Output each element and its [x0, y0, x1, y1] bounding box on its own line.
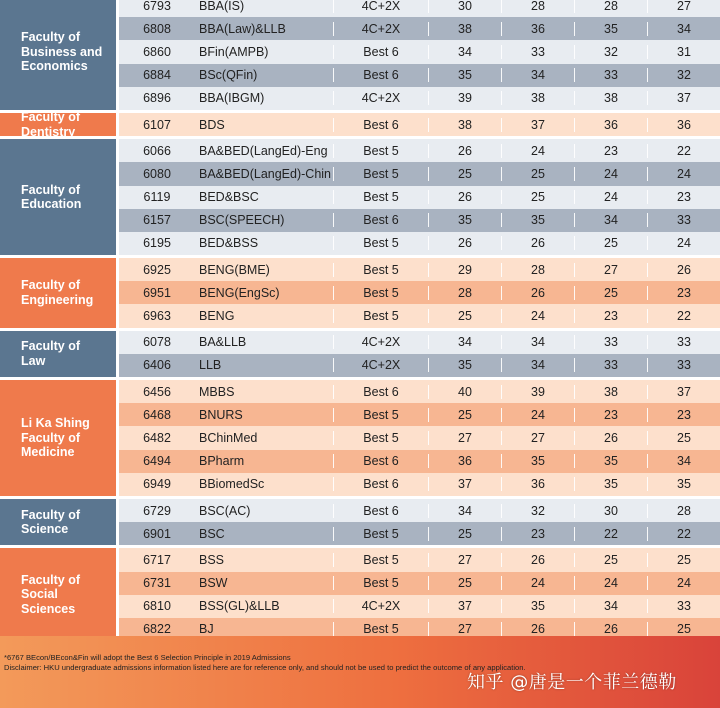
programme-code: 6901 — [143, 526, 171, 541]
footer — [0, 636, 720, 708]
score-col-3: 38 — [574, 385, 647, 399]
table-row — [116, 258, 720, 281]
score-col-1: 37 — [428, 477, 501, 491]
score-col-2: 25 — [501, 167, 574, 181]
score-col-2: 36 — [501, 477, 574, 491]
scoring-scheme: Best 6 — [333, 45, 428, 59]
score-col-3: 34 — [574, 213, 647, 227]
programme-name: BENG(BME) — [199, 262, 270, 277]
score-col-4: 34 — [647, 454, 720, 468]
score-col-3: 23 — [574, 309, 647, 323]
faculty-name: Faculty of Dentistry — [21, 110, 81, 139]
programme-name: BED&BSS — [199, 236, 259, 251]
score-col-1: 38 — [428, 22, 501, 36]
score-col-4: 37 — [647, 91, 720, 105]
score-col-1: 26 — [428, 190, 501, 204]
scoring-scheme: Best 5 — [333, 236, 428, 250]
score-col-4: 28 — [647, 504, 720, 518]
score-col-2: 35 — [501, 599, 574, 613]
faculty-group — [0, 499, 720, 548]
score-col-4: 24 — [647, 167, 720, 181]
score-col-4: 33 — [647, 335, 720, 349]
faculty-label — [0, 331, 116, 377]
programme-code: 6808 — [143, 21, 171, 36]
score-col-2: 35 — [501, 213, 574, 227]
score-col-1: 25 — [428, 576, 501, 590]
score-col-2: 35 — [501, 454, 574, 468]
score-col-3: 32 — [574, 45, 647, 59]
score-col-4: 35 — [647, 477, 720, 491]
faculty-name: Faculty of Business and Economics — [21, 30, 103, 74]
table-row — [116, 113, 720, 136]
scoring-scheme: Best 5 — [333, 527, 428, 541]
score-col-4: 23 — [647, 190, 720, 204]
score-col-1: 34 — [428, 504, 501, 518]
score-col-3: 33 — [574, 358, 647, 372]
faculty-name: Faculty of Engineering — [21, 278, 94, 307]
table-row — [116, 403, 720, 426]
table-row — [116, 209, 720, 232]
score-col-4: 23 — [647, 408, 720, 422]
score-col-3: 24 — [574, 190, 647, 204]
scoring-scheme: Best 5 — [333, 309, 428, 323]
faculty-name: Faculty of Social Sciences — [21, 572, 81, 616]
programme-name: BSc(QFin) — [199, 68, 258, 83]
scoring-scheme: Best 6 — [333, 68, 428, 82]
score-col-4: 33 — [647, 599, 720, 613]
scoring-scheme: Best 6 — [333, 454, 428, 468]
score-col-3: 35 — [574, 22, 647, 36]
score-col-1: 30 — [428, 0, 501, 13]
table-row — [116, 473, 720, 496]
score-col-3: 23 — [574, 144, 647, 158]
score-col-4: 33 — [647, 358, 720, 372]
programme-code: 6195 — [143, 236, 171, 251]
programme-name: BA&BED(LangEd)-Chin — [199, 166, 332, 181]
watermark: 知乎 @唐是一个菲兰德勒 — [467, 672, 677, 693]
programme-name: BSC(SPEECH) — [199, 213, 285, 228]
score-col-2: 28 — [501, 0, 574, 13]
score-col-2: 24 — [501, 309, 574, 323]
table-row — [116, 426, 720, 449]
table-row — [116, 87, 720, 110]
programme-code: 6482 — [143, 430, 171, 445]
score-col-4: 27 — [647, 0, 720, 13]
disclaimer: Disclaimer: HKU undergraduate admissions information listed here are for reference only, and should not be used to predict the outcome of any application. — [4, 663, 526, 672]
score-col-4: 24 — [647, 576, 720, 590]
score-col-1: 34 — [428, 335, 501, 349]
faculty-label — [0, 139, 116, 255]
scoring-scheme: 4C+2X — [333, 22, 428, 36]
table-row — [116, 522, 720, 545]
score-col-2: 39 — [501, 385, 574, 399]
faculty-name: Faculty of Education — [21, 182, 82, 212]
programme-code: 6107 — [143, 117, 171, 132]
score-col-2: 33 — [501, 45, 574, 59]
programme-name: BBA(IBGM) — [199, 91, 265, 106]
table-row — [116, 331, 720, 354]
score-col-1: 26 — [428, 236, 501, 250]
table-row — [116, 572, 720, 595]
score-col-2: 34 — [501, 335, 574, 349]
scoring-scheme: Best 5 — [333, 167, 428, 181]
score-col-2: 26 — [501, 553, 574, 567]
score-col-4: 36 — [647, 118, 720, 132]
score-col-2: 26 — [501, 286, 574, 300]
programme-name: MBBS — [199, 384, 235, 399]
programme-code: 6119 — [143, 190, 171, 205]
programme-code: 6080 — [143, 166, 171, 181]
score-col-3: 26 — [574, 622, 647, 636]
scoring-scheme: Best 6 — [333, 118, 428, 132]
programme-name: BSW — [199, 576, 228, 591]
table-row — [116, 17, 720, 40]
faculty-group — [0, 110, 720, 139]
score-col-4: 32 — [647, 68, 720, 82]
score-col-3: 33 — [574, 335, 647, 349]
score-col-1: 35 — [428, 68, 501, 82]
table-row — [116, 186, 720, 209]
programme-name: BBA(Law)&LLB — [199, 21, 286, 36]
faculty-label — [0, 499, 116, 545]
score-col-3: 22 — [574, 527, 647, 541]
programme-code: 6406 — [143, 358, 171, 373]
scoring-scheme: Best 6 — [333, 504, 428, 518]
faculty-group — [0, 548, 720, 644]
score-col-4: 34 — [647, 22, 720, 36]
score-col-4: 22 — [647, 144, 720, 158]
scoring-scheme: Best 5 — [333, 622, 428, 636]
score-col-2: 24 — [501, 576, 574, 590]
score-col-3: 35 — [574, 454, 647, 468]
scoring-scheme: 4C+2X — [333, 91, 428, 105]
programme-code: 6066 — [143, 143, 171, 158]
scoring-scheme: Best 6 — [333, 213, 428, 227]
faculty-label — [0, 548, 116, 641]
score-col-2: 24 — [501, 144, 574, 158]
score-col-3: 38 — [574, 91, 647, 105]
score-col-1: 28 — [428, 286, 501, 300]
score-col-1: 27 — [428, 431, 501, 445]
programme-code: 6949 — [143, 477, 171, 492]
programme-name: BENG(EngSc) — [199, 285, 280, 300]
score-col-1: 34 — [428, 45, 501, 59]
programme-name: BNURS — [199, 407, 243, 422]
score-col-4: 31 — [647, 45, 720, 59]
score-col-2: 28 — [501, 263, 574, 277]
scoring-scheme: 4C+2X — [333, 599, 428, 613]
faculty-group — [0, 258, 720, 331]
programme-name: BSS(GL)&LLB — [199, 599, 280, 614]
programme-code: 6731 — [143, 576, 171, 591]
score-col-2: 24 — [501, 408, 574, 422]
programme-code: 6860 — [143, 44, 171, 59]
faculty-name: Faculty of Science — [21, 507, 81, 537]
score-col-1: 25 — [428, 527, 501, 541]
score-col-1: 25 — [428, 167, 501, 181]
score-col-3: 35 — [574, 477, 647, 491]
programme-code: 6793 — [143, 0, 171, 13]
programme-name: BDS — [199, 117, 225, 132]
faculty-label — [0, 110, 116, 139]
scoring-scheme: 4C+2X — [333, 335, 428, 349]
faculty-label — [0, 380, 116, 496]
scoring-scheme: Best 5 — [333, 286, 428, 300]
score-col-4: 26 — [647, 263, 720, 277]
programme-code: 6822 — [143, 622, 171, 637]
faculty-label — [0, 258, 116, 328]
score-col-3: 33 — [574, 68, 647, 82]
programme-name: BSC(AC) — [199, 503, 251, 518]
score-col-3: 34 — [574, 599, 647, 613]
table-row — [116, 380, 720, 403]
score-col-4: 33 — [647, 213, 720, 227]
faculty-group — [0, 0, 720, 113]
faculty-name: Faculty of Law — [21, 339, 81, 368]
score-col-3: 23 — [574, 408, 647, 422]
table-row — [116, 281, 720, 304]
table-row — [116, 40, 720, 63]
footnote: *6767 BEcon/BEcon&Fin will adopt the Best 6 Selection Principle in 2019 Admissions — [4, 653, 291, 662]
score-col-1: 29 — [428, 263, 501, 277]
faculty-group — [0, 139, 720, 258]
scoring-scheme: Best 5 — [333, 431, 428, 445]
score-col-1: 25 — [428, 408, 501, 422]
scoring-scheme: Best 5 — [333, 190, 428, 204]
table-row — [116, 64, 720, 87]
programme-name: BBiomedSc — [199, 477, 265, 492]
programme-code: 6456 — [143, 384, 171, 399]
score-col-2: 36 — [501, 22, 574, 36]
programme-code: 6468 — [143, 407, 171, 422]
programme-name: BJ — [199, 622, 214, 637]
table-row — [116, 595, 720, 618]
scoring-scheme: Best 5 — [333, 144, 428, 158]
score-col-3: 30 — [574, 504, 647, 518]
score-col-4: 37 — [647, 385, 720, 399]
programme-name: BSS — [199, 552, 225, 567]
faculty-name: Li Ka Shing Faculty of Medicine — [21, 416, 90, 460]
scoring-scheme: Best 6 — [333, 385, 428, 399]
score-col-3: 26 — [574, 431, 647, 445]
score-col-2: 25 — [501, 190, 574, 204]
score-col-1: 25 — [428, 309, 501, 323]
programme-code: 6925 — [143, 262, 171, 277]
score-col-3: 25 — [574, 236, 647, 250]
score-col-3: 24 — [574, 576, 647, 590]
score-col-2: 34 — [501, 358, 574, 372]
score-col-2: 32 — [501, 504, 574, 518]
programme-code: 6157 — [143, 213, 171, 228]
table-row — [116, 499, 720, 522]
score-col-3: 24 — [574, 167, 647, 181]
scoring-scheme: 4C+2X — [333, 358, 428, 372]
faculty-group — [0, 380, 720, 499]
scoring-scheme: Best 6 — [333, 477, 428, 491]
faculty-label — [0, 0, 116, 110]
score-col-2: 27 — [501, 431, 574, 445]
scoring-scheme: 4C+2X — [333, 0, 428, 13]
score-col-1: 40 — [428, 385, 501, 399]
table-row — [116, 354, 720, 377]
programme-code: 6717 — [143, 552, 171, 567]
programme-code: 6078 — [143, 335, 171, 350]
scoring-scheme: Best 5 — [333, 263, 428, 277]
score-col-4: 22 — [647, 309, 720, 323]
score-col-1: 35 — [428, 358, 501, 372]
score-col-2: 23 — [501, 527, 574, 541]
score-col-3: 28 — [574, 0, 647, 13]
score-col-2: 34 — [501, 68, 574, 82]
scoring-scheme: Best 5 — [333, 576, 428, 590]
score-col-3: 36 — [574, 118, 647, 132]
programme-name: BA&LLB — [199, 335, 247, 350]
score-col-2: 38 — [501, 91, 574, 105]
programme-code: 6963 — [143, 309, 171, 324]
programme-code: 6884 — [143, 68, 171, 83]
faculty-group — [0, 331, 720, 380]
score-col-4: 22 — [647, 527, 720, 541]
score-col-1: 38 — [428, 118, 501, 132]
score-col-1: 36 — [428, 454, 501, 468]
programme-code: 6896 — [143, 91, 171, 106]
table-row — [116, 232, 720, 255]
score-col-4: 25 — [647, 431, 720, 445]
score-col-1: 27 — [428, 553, 501, 567]
score-col-4: 24 — [647, 236, 720, 250]
programme-code: 6494 — [143, 454, 171, 469]
score-col-1: 37 — [428, 599, 501, 613]
score-col-4: 25 — [647, 622, 720, 636]
score-col-1: 26 — [428, 144, 501, 158]
programme-code: 6810 — [143, 599, 171, 614]
score-col-1: 35 — [428, 213, 501, 227]
programme-name: BFin(AMPB) — [199, 44, 269, 59]
scoring-scheme: Best 5 — [333, 408, 428, 422]
programme-code: 6951 — [143, 285, 171, 300]
table-row — [116, 162, 720, 185]
programme-name: LLB — [199, 358, 222, 373]
score-col-1: 27 — [428, 622, 501, 636]
score-col-3: 25 — [574, 286, 647, 300]
table-row — [116, 0, 720, 17]
table-row — [116, 450, 720, 473]
programme-name: BSC — [199, 526, 225, 541]
score-col-4: 23 — [647, 286, 720, 300]
score-col-3: 27 — [574, 263, 647, 277]
score-col-2: 37 — [501, 118, 574, 132]
score-col-2: 26 — [501, 236, 574, 250]
scoring-scheme: Best 5 — [333, 553, 428, 567]
score-col-4: 25 — [647, 553, 720, 567]
programme-name: BPharm — [199, 454, 245, 469]
programme-name: BA&BED(LangEd)-Eng — [199, 143, 328, 158]
score-col-2: 26 — [501, 622, 574, 636]
table-row — [116, 139, 720, 162]
programme-code: 6729 — [143, 503, 171, 518]
programme-name: BED&BSC — [199, 190, 259, 205]
table-row — [116, 304, 720, 327]
table-row — [116, 548, 720, 571]
score-col-1: 39 — [428, 91, 501, 105]
programme-name: BENG — [199, 309, 235, 324]
programme-name: BBA(IS) — [199, 0, 245, 13]
programme-name: BChinMed — [199, 430, 258, 445]
score-col-3: 25 — [574, 553, 647, 567]
